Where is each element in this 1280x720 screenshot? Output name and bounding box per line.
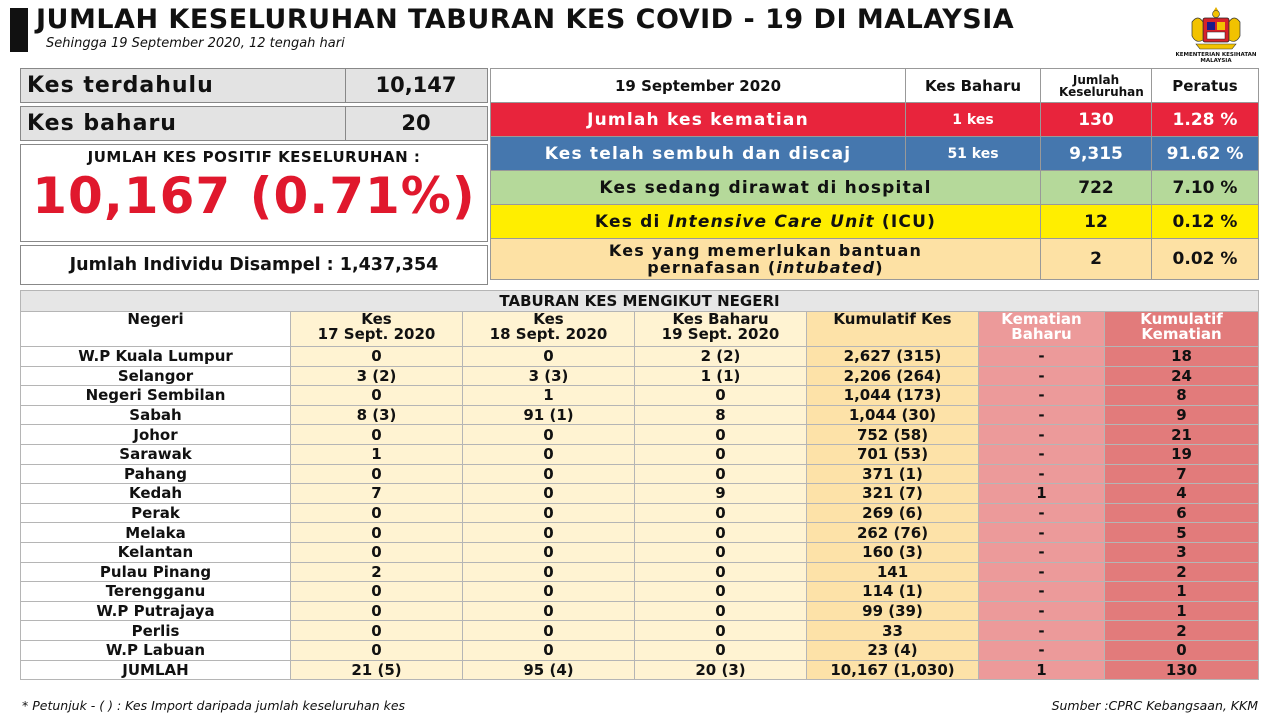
state-name: W.P Kuala Lumpur (21, 347, 291, 367)
cumulative-cases: 321 (7) (807, 484, 979, 504)
status-total: 130 (1041, 103, 1152, 137)
table-row (21, 425, 1259, 445)
cases-17: 0 (291, 582, 463, 602)
table-row (21, 484, 1259, 504)
cumulative-cases: 160 (3) (807, 542, 979, 562)
status-label: Kes di Intensive Care Unit (ICU) (491, 205, 1041, 239)
status-percent: 91.62 % (1152, 137, 1259, 171)
new-cases-19: 0 (635, 503, 807, 523)
cumulative-deaths: 0 (1105, 640, 1259, 660)
table-row (21, 542, 1259, 562)
cumulative-deaths: 19 (1105, 444, 1259, 464)
cumulative-deaths: 1 (1105, 582, 1259, 602)
new-deaths: - (979, 523, 1105, 543)
previous-cases-value: 10,147 (345, 69, 486, 102)
cumulative-deaths: 21 (1105, 425, 1259, 445)
cases-17: 0 (291, 640, 463, 660)
cumulative-cases: 269 (6) (807, 503, 979, 523)
new-cases-19: 1 (1) (635, 366, 807, 386)
table-row (21, 640, 1259, 660)
state-rows (21, 347, 1259, 680)
state-name: Kedah (21, 484, 291, 504)
status-total: 2 (1041, 239, 1152, 280)
table-row (21, 621, 1259, 641)
total-positive-box (20, 144, 488, 242)
state-name: Johor (21, 425, 291, 445)
previous-cases-label: Kes terdahulu (27, 73, 214, 98)
cumulative-cases: 23 (4) (807, 640, 979, 660)
state-distribution-table (20, 290, 1259, 680)
cases-17: 2 (291, 562, 463, 582)
cumulative-deaths: 9 (1105, 405, 1259, 425)
new-cases-19: 0 (635, 523, 807, 543)
cases-18: 3 (3) (463, 366, 635, 386)
state-name: Perak (21, 503, 291, 523)
status-percent: 0.12 % (1152, 205, 1259, 239)
status-label: Kes telah sembuh dan discaj (491, 137, 906, 171)
new-deaths: - (979, 366, 1105, 386)
cases-17: 0 (291, 621, 463, 641)
new-cases-19: 0 (635, 640, 807, 660)
new-deaths: - (979, 601, 1105, 621)
title-accent-bar (10, 8, 28, 52)
total-row (21, 660, 1259, 680)
cases-17: 0 (291, 523, 463, 543)
cases-18: 0 (463, 621, 635, 641)
cases-17: 21 (5) (291, 660, 463, 680)
new-cases-19: 9 (635, 484, 807, 504)
new-deaths: - (979, 542, 1105, 562)
cases-18: 0 (463, 347, 635, 367)
new-cases-19: 0 (635, 425, 807, 445)
page-subtitle: Sehingga 19 September 2020, 12 tengah hari (46, 36, 345, 51)
cases-17: 0 (291, 464, 463, 484)
cumulative-deaths: 3 (1105, 542, 1259, 562)
header-new-19: Kes Baharu 19 Sept. 2020 (635, 312, 807, 347)
header-cumulative-deaths: Kumulatif Kematian (1105, 312, 1259, 347)
header-cumulative: Kumulatif Kes (807, 312, 979, 347)
header-new-deaths: Kematian Baharu (979, 312, 1105, 347)
col-new-cases: Kes Baharu (906, 69, 1041, 103)
cases-18: 0 (463, 444, 635, 464)
cumulative-cases: 1,044 (173) (807, 386, 979, 406)
cumulative-deaths: 7 (1105, 464, 1259, 484)
table-row (21, 464, 1259, 484)
cases-17: 7 (291, 484, 463, 504)
state-name: JUMLAH (21, 660, 291, 680)
cases-18: 1 (463, 386, 635, 406)
new-cases-box (20, 106, 488, 141)
sampled-individuals: Jumlah Individu Disampel : 1,437,354 (20, 245, 488, 285)
ministry-logo (1170, 4, 1262, 66)
new-cases-19: 0 (635, 601, 807, 621)
status-row-recovered (491, 137, 1259, 171)
cases-17: 0 (291, 425, 463, 445)
new-deaths: - (979, 640, 1105, 660)
cumulative-deaths: 2 (1105, 562, 1259, 582)
header-cases-17: Kes 17 Sept. 2020 (291, 312, 463, 347)
status-total: 12 (1041, 205, 1152, 239)
status-new: 1 kes (906, 103, 1041, 137)
header-state: Negeri (21, 312, 291, 347)
new-deaths: - (979, 425, 1105, 445)
table-row (21, 405, 1259, 425)
table-row (21, 523, 1259, 543)
case-status-table (490, 68, 1259, 280)
cumulative-deaths: 130 (1105, 660, 1259, 680)
new-cases-label: Kes baharu (27, 111, 177, 136)
total-positive-value: 10,167 (0.71%) (32, 167, 476, 225)
cumulative-cases: 752 (58) (807, 425, 979, 445)
cumulative-deaths: 2 (1105, 621, 1259, 641)
header-cases-18: Kes 18 Sept. 2020 (463, 312, 635, 347)
cases-18: 91 (1) (463, 405, 635, 425)
cases-17: 1 (291, 444, 463, 464)
cumulative-cases: 701 (53) (807, 444, 979, 464)
new-deaths: - (979, 503, 1105, 523)
cases-18: 0 (463, 425, 635, 445)
new-deaths: - (979, 386, 1105, 406)
page-title: JUMLAH KESELURUHAN TABURAN KES COVID - 19 DI MALAYSIA (36, 4, 1015, 35)
cases-18: 95 (4) (463, 660, 635, 680)
new-cases-19: 0 (635, 562, 807, 582)
new-deaths: - (979, 562, 1105, 582)
cumulative-deaths: 18 (1105, 347, 1259, 367)
cumulative-cases: 2,206 (264) (807, 366, 979, 386)
cases-17: 0 (291, 601, 463, 621)
state-table-header (21, 312, 1259, 347)
state-name: Pahang (21, 464, 291, 484)
cases-18: 0 (463, 562, 635, 582)
status-row-intubated (491, 239, 1259, 280)
new-deaths: - (979, 347, 1105, 367)
new-deaths: - (979, 464, 1105, 484)
cases-18: 0 (463, 640, 635, 660)
previous-cases-box (20, 68, 488, 103)
col-percent: Peratus (1152, 69, 1259, 103)
cases-17: 0 (291, 386, 463, 406)
state-name: W.P Labuan (21, 640, 291, 660)
status-total: 722 (1041, 171, 1152, 205)
state-name: Sabah (21, 405, 291, 425)
status-label: Kes sedang dirawat di hospital (491, 171, 1041, 205)
state-name: Melaka (21, 523, 291, 543)
table-row (21, 582, 1259, 602)
new-cases-19: 0 (635, 386, 807, 406)
cumulative-cases: 114 (1) (807, 582, 979, 602)
cases-18: 0 (463, 582, 635, 602)
cases-18: 0 (463, 464, 635, 484)
cumulative-cases: 33 (807, 621, 979, 641)
coat-of-arms-icon (1183, 4, 1249, 52)
cumulative-deaths: 1 (1105, 601, 1259, 621)
new-deaths: - (979, 621, 1105, 641)
state-name: Kelantan (21, 542, 291, 562)
logo-caption: KEMENTERIAN KESIHATAN MALAYSIA (1175, 52, 1257, 64)
table-row (21, 347, 1259, 367)
table-row (21, 386, 1259, 406)
cumulative-cases: 141 (807, 562, 979, 582)
cases-17: 0 (291, 347, 463, 367)
cases-17: 8 (3) (291, 405, 463, 425)
status-percent: 7.10 % (1152, 171, 1259, 205)
cumulative-cases: 371 (1) (807, 464, 979, 484)
status-percent: 1.28 % (1152, 103, 1259, 137)
cumulative-deaths: 6 (1105, 503, 1259, 523)
status-row-hospital (491, 171, 1259, 205)
cases-18: 0 (463, 523, 635, 543)
status-total: 9,315 (1041, 137, 1152, 171)
new-deaths: - (979, 405, 1105, 425)
table-row (21, 503, 1259, 523)
case-status-header (491, 69, 1259, 103)
status-row-icu (491, 205, 1259, 239)
state-name: Negeri Sembilan (21, 386, 291, 406)
state-name: Terengganu (21, 582, 291, 602)
cumulative-deaths: 24 (1105, 366, 1259, 386)
status-date: 19 September 2020 (491, 69, 906, 103)
state-table-caption: TABURAN KES MENGIKUT NEGERI (21, 291, 1259, 312)
state-name: Pulau Pinang (21, 562, 291, 582)
status-label: Jumlah kes kematian (491, 103, 906, 137)
table-row (21, 444, 1259, 464)
new-cases-19: 0 (635, 444, 807, 464)
source-note: Sumber :CPRC Kebangsaan, KKM (1051, 698, 1258, 713)
new-cases-19: 0 (635, 582, 807, 602)
cumulative-deaths: 4 (1105, 484, 1259, 504)
cumulative-cases: 2,627 (315) (807, 347, 979, 367)
cases-18: 0 (463, 542, 635, 562)
cases-17: 0 (291, 503, 463, 523)
col-total: Jumlah Keseluruhan (1041, 69, 1152, 103)
new-deaths: - (979, 582, 1105, 602)
cumulative-deaths: 5 (1105, 523, 1259, 543)
new-cases-19: 0 (635, 464, 807, 484)
state-name: Perlis (21, 621, 291, 641)
cases-18: 0 (463, 484, 635, 504)
cumulative-cases: 262 (76) (807, 523, 979, 543)
table-row (21, 562, 1259, 582)
state-name: W.P Putrajaya (21, 601, 291, 621)
status-label: Kes yang memerlukan bantuan pernafasan (intubated) (491, 239, 1041, 280)
table-row (21, 366, 1259, 386)
cases-17: 0 (291, 542, 463, 562)
status-percent: 0.02 % (1152, 239, 1259, 280)
new-cases-19: 20 (3) (635, 660, 807, 680)
total-positive-label: JUMLAH KES POSITIF KESELURUHAN : (87, 148, 421, 166)
table-row (21, 601, 1259, 621)
cumulative-cases: 99 (39) (807, 601, 979, 621)
new-cases-value: 20 (345, 107, 486, 140)
cumulative-deaths: 8 (1105, 386, 1259, 406)
new-cases-19: 0 (635, 621, 807, 641)
new-cases-19: 2 (2) (635, 347, 807, 367)
cases-17: 3 (2) (291, 366, 463, 386)
footnote: * Petunjuk - ( ) : Kes Import daripada jumlah keseluruhan kes (22, 698, 406, 713)
status-row-deaths (491, 103, 1259, 137)
new-deaths: 1 (979, 660, 1105, 680)
new-deaths: 1 (979, 484, 1105, 504)
cumulative-cases: 10,167 (1,030) (807, 660, 979, 680)
cases-18: 0 (463, 503, 635, 523)
new-cases-19: 0 (635, 542, 807, 562)
cumulative-cases: 1,044 (30) (807, 405, 979, 425)
new-deaths: - (979, 444, 1105, 464)
cases-18: 0 (463, 601, 635, 621)
state-name: Selangor (21, 366, 291, 386)
status-new: 51 kes (906, 137, 1041, 171)
state-name: Sarawak (21, 444, 291, 464)
new-cases-19: 8 (635, 405, 807, 425)
